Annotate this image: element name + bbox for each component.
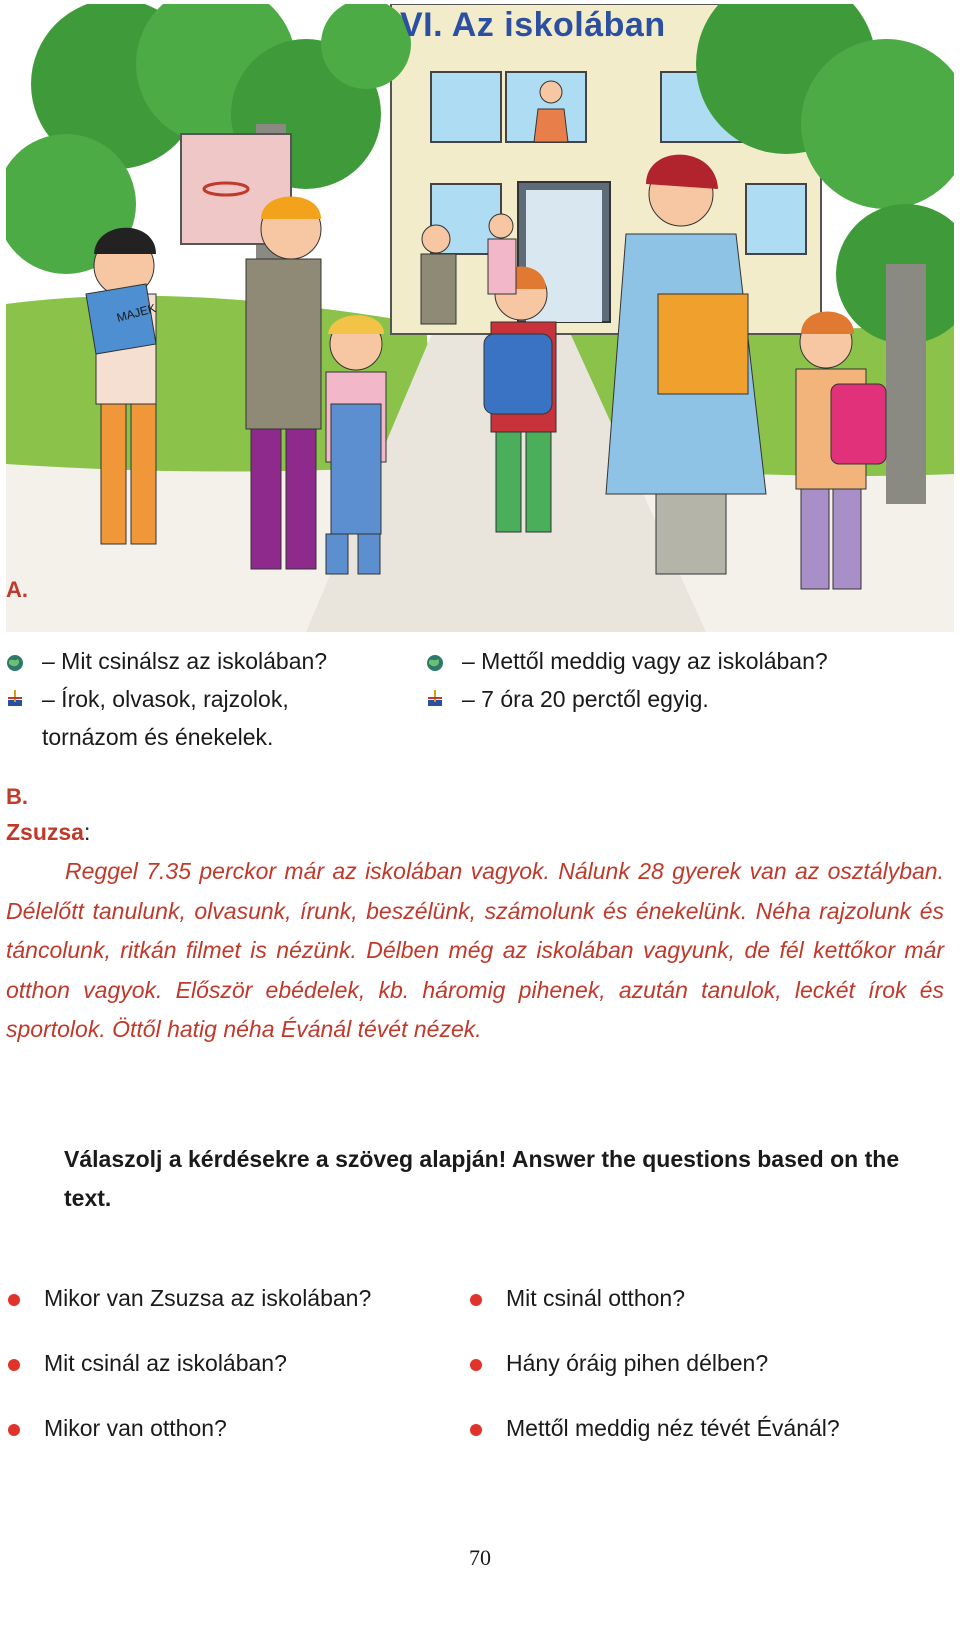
- school-scene-illustration: [6, 4, 954, 632]
- book-label: MAJEK: [115, 301, 158, 325]
- dialog-left-answer-line2: tornázom és énekelek.: [42, 724, 274, 750]
- bullet-icon: [470, 1294, 482, 1306]
- globe-icon: [6, 654, 24, 672]
- bullet-icon: [470, 1359, 482, 1371]
- page-title: VI. Az iskolában: [400, 6, 666, 44]
- writing-icon: [426, 688, 444, 708]
- speaker-colon: :: [83, 819, 91, 845]
- section-a-label: A.: [6, 577, 28, 602]
- dialog-right-answer: – 7 óra 20 perctől egyig.: [462, 686, 709, 712]
- bullet-icon: [8, 1424, 20, 1436]
- question-left-2: Mit csinál az iskolában?: [44, 1350, 287, 1376]
- globe-icon: [426, 654, 444, 672]
- dialog-left-answer-line1: – Írok, olvasok, rajzolok,: [42, 686, 289, 712]
- section-b-letter: B.: [6, 784, 28, 809]
- question-right-2: Hány óráig pihen délben?: [506, 1350, 769, 1376]
- question-left-3: Mikor van otthon?: [44, 1415, 227, 1441]
- instruction-text: Válaszolj a kérdésekre a szöveg alapján! Answer the questions based on the text.: [64, 1146, 900, 1211]
- writing-icon: [6, 688, 24, 708]
- page-number: 70: [469, 1545, 491, 1570]
- speaker-name: Zsuzsa: [6, 819, 84, 845]
- section-b-label: [6, 784, 28, 810]
- bullet-icon: [470, 1424, 482, 1436]
- bullet-icon: [8, 1359, 20, 1371]
- bullet-icon: [8, 1294, 20, 1306]
- question-right-3: Mettől meddig néz tévét Évánál?: [506, 1415, 840, 1441]
- dialog-left-question: – Mit csinálsz az iskolában?: [42, 648, 328, 674]
- question-right-1: Mit csinál otthon?: [506, 1285, 685, 1311]
- speaker-line: [6, 819, 90, 846]
- question-left-1: Mikor van Zsuzsa az iskolában?: [44, 1285, 372, 1311]
- reading-text: Reggel 7.35 perckor már az iskolában vagyok. Nálunk 28 gyerek van az osztályban. Délelőtt tanulunk, olvasunk, írunk, beszélünk, számolunk és énekelünk. Néha rajzolunk és táncolunk, ritkán filmet is nézünk. Délben még az iskolában vagyunk, de fél kettőkor már otthon vagyok. Először ebédelek, kb. háromig pihenek, azután tanulok, leckét írok és sportolok. Öttől hatig néha Évánál tévét nézek.: [6, 858, 944, 1042]
- dialog-right-question: – Mettől meddig vagy az iskolában?: [462, 648, 828, 674]
